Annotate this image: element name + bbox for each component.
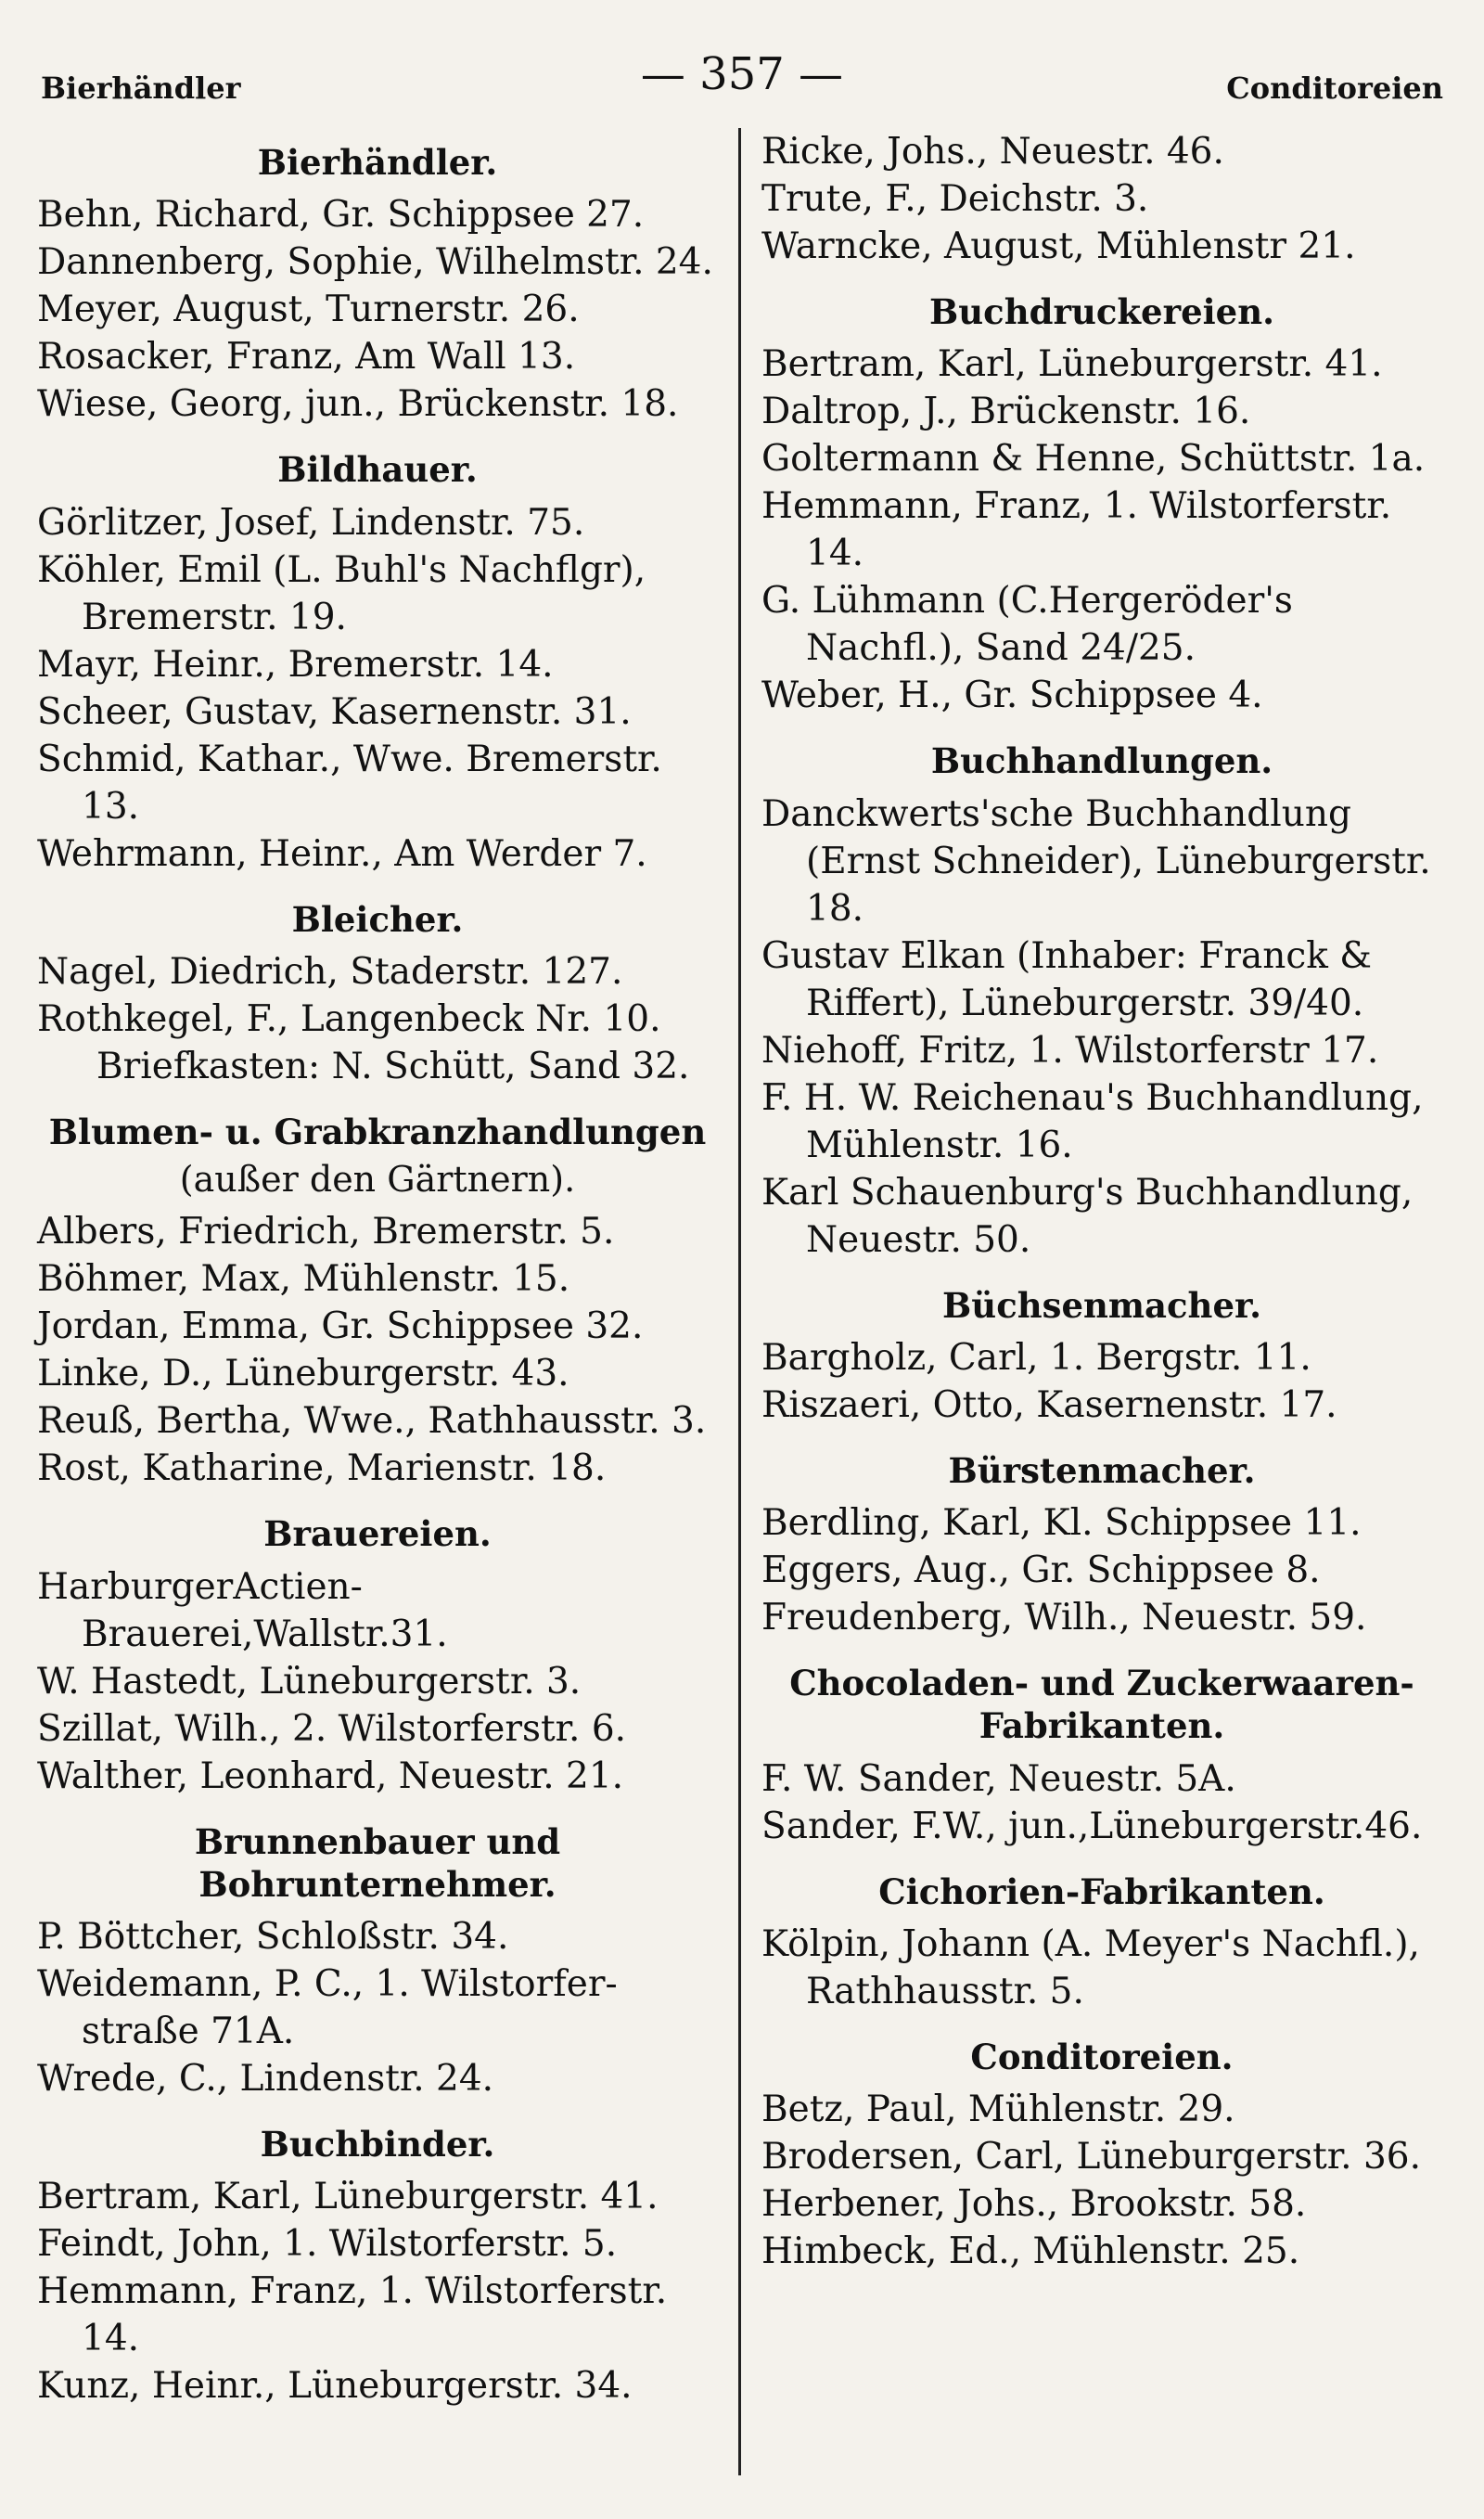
directory-entry: Riszaeri, Otto, Kasernenstr. 17. [761,1383,1337,1426]
section-büchsenmacher [761,1284,1442,1429]
section-cichorien-fabrikanten [761,1870,1442,2015]
directory-entry: Goltermann & Henne, Schüttstr. 1a. [761,438,1426,481]
directory-entry: Himbeck, Ed., Mühlenstr. 25. [761,2230,1300,2272]
directory-entry: Köhler, Emil (L. Buhl's Nachflgr), Bremerstr. 19. [37,548,646,638]
directory-entry: W. Hastedt, Lüneburgerstr. 3. [37,1660,582,1703]
section-brauereien [37,1512,718,1799]
columns [37,128,1447,2475]
directory-entry: Warncke, August, Mühlenstr 21. [761,225,1356,267]
directory-entry: Berdling, Karl, Kl. Schippsee 11. [761,1502,1362,1544]
section-bürstenmacher [761,1449,1442,1641]
directory-entry: Meyer, August, Turnerstr. 26. [37,289,580,331]
directory-entry: Bargholz, Carl, 1. Bergstr. 11. [761,1336,1311,1379]
directory-entry: Trute, F., Deichstr. 3. [761,178,1149,220]
right-column [748,128,1442,2475]
directory-entry: Freudenberg, Wilh., Neuestr. 59. [761,1597,1367,1639]
directory-entry: Eggers, Aug., Gr. Schippsee 8. [761,1549,1321,1591]
running-head [37,37,1447,106]
directory-entry: Görlitzer, Josef, Lindenstr. 75. [37,501,585,544]
section-heading: Cichorien-Fabrikanten. [878,1870,1325,1912]
directory-entry: Betz, Paul, Mühlenstr. 29. [761,2088,1235,2130]
directory-entry: Bertram, Karl, Lüneburgerstr. 41. [761,343,1383,386]
section-buchbinder [37,2123,718,2410]
directory-entry: Sander, F.W., jun.,Lüneburgerstr.46. [761,1805,1423,1847]
section-continued [761,128,1442,270]
directory-entry: Karl Schauenburg's Buchhandlung, Neuestr. 50. [761,1171,1414,1261]
running-head-left: Bierhändler [41,71,241,106]
section-brunnenbauer-und-bohrunternehmer [37,1820,718,2103]
section-buchhandlungen [761,739,1442,1263]
directory-entry: P. Böttcher, Schloßstr. 34. [37,1916,509,1959]
directory-entry: Reuß, Bertha, Wwe., Rathhausstr. 3. [37,1400,707,1443]
section-heading: Bürstenmacher. [948,1449,1256,1491]
directory-entry: Nagel, Diedrich, Staderstr. 127. [37,950,623,993]
directory-entry: Kunz, Heinr., Lüneburgerstr. 34. [37,2365,633,2408]
directory-entry: Linke, D., Lüneburgerstr. 43. [37,1353,569,1395]
directory-entry: Weber, H., Gr. Schippsee 4. [761,675,1263,717]
directory-entry: Feindt, John, 1. Wilstorferstr. 5. [37,2223,618,2266]
section-bierhändler [37,141,718,428]
directory-entry: Rost, Katharine, Marienstr. 18. [37,1447,607,1490]
section-heading: Buchdruckereien. [929,291,1274,332]
section-heading: Brauereien. [263,1513,492,1555]
section-heading: Büchsenmacher. [942,1284,1261,1326]
directory-entry: Herbener, Johs., Brookstr. 58. [761,2183,1307,2225]
directory-entry: Daltrop, J., Brückenstr. 16. [761,391,1251,433]
directory-entry: Scheer, Gustav, Kasernenstr. 31. [37,690,632,733]
directory-entry: Schmid, Kathar., Wwe. Bremerstr. 13. [37,738,662,828]
section-heading: Bleicher. [291,898,464,940]
section-subheading: (außer den Gärtnern). [179,1159,576,1200]
directory-entry: Gustav Elkan (Inhaber: Franck & Riffert), Lüneburgerstr. 39/40. [761,934,1372,1024]
directory-entry: Brodersen, Carl, Lüneburgerstr. 36. [761,2136,1421,2178]
directory-entry: G. Lühmann (C.Hergeröder's Nachfl.), Sand 24/25. [761,580,1293,670]
left-column [37,128,731,2475]
directory-entry: F. H. W. Reichenau's Buchhandlung, Mühlenstr. 16. [761,1076,1424,1166]
section-heading: Chocoladen- und Zuckerwaaren-Fabrikanten. [789,1663,1414,1747]
directory-entry-note: Briefkasten: N. Schütt, Sand 32. [96,1045,690,1087]
section-heading: Buchhandlungen. [930,740,1273,782]
directory-entry: Rosacker, Franz, Am Wall 13. [37,336,576,379]
page-number: — 357 — [640,48,844,100]
directory-entry: Dannenberg, Sophie, Wilhelmstr. 24. [37,241,713,284]
directory-entry: Szillat, Wilh., 2. Wilstorferstr. 6. [37,1707,627,1750]
directory-entry: Kölpin, Johann (A. Meyer's Nachfl.), Rathhausstr. 5. [761,1922,1420,2012]
directory-entry: Ricke, Johs., Neuestr. 46. [761,131,1224,173]
directory-entry: Wrede, C., Lindenstr. 24. [37,2058,494,2101]
section-blumen-u-grabkranzhandlungen [37,1111,718,1493]
section-heading: Brunnenbauer und Bohrunternehmer. [194,1820,561,1905]
directory-entry: F. W. Sander, Neuestr. 5A. [761,1757,1236,1800]
running-head-right: Conditoreien [1226,71,1443,106]
section-heading: Bildhauer. [277,449,478,491]
directory-entry: Jordan, Emma, Gr. Schippsee 32. [37,1305,644,1348]
directory-entry: Danckwerts'sche Buchhandlung (Ernst Schneider), Lüneburgerstr. 18. [761,792,1431,930]
section-heading: Blumen- u. Grabkranzhandlungen [48,1111,707,1152]
section-bildhauer [37,448,718,877]
directory-entry: Behn, Richard, Gr. Schippsee 27. [37,194,645,237]
directory-entry: Böhmer, Max, Mühlenstr. 15. [37,1258,570,1301]
directory-entry: Rothkegel, F., Langenbeck Nr. 10. [37,997,661,1040]
section-bleicher [37,898,718,1090]
directory-entry: Hemmann, Franz, 1. Wilstorferstr. 14. [37,2270,668,2360]
directory-entry: HarburgerActien-Brauerei,Wallstr.31. [37,1565,448,1655]
directory-entry: Wehrmann, Heinr., Am Werder 7. [37,832,647,875]
section-heading: Buchbinder. [260,2124,495,2166]
directory-entry: Mayr, Heinr., Bremerstr. 14. [37,643,554,686]
section-heading: Conditoreien. [970,2036,1234,2077]
directory-entry: Weidemann, P. C., 1. Wilstorfer-straße 71A. [37,1963,618,2053]
directory-entry: Wiese, Georg, jun., Brückenstr. 18. [37,383,679,426]
section-chocoladen-und-zuckerwaaren-fabrikanten [761,1662,1442,1850]
column-divider [738,128,741,2475]
directory-entry: Niehoff, Fritz, 1. Wilstorferstr 17. [761,1029,1379,1072]
directory-entry: Albers, Friedrich, Bremerstr. 5. [37,1211,615,1253]
section-heading: Bierhändler. [257,142,498,183]
section-buchdruckereien [761,290,1442,719]
directory-entry: Hemmann, Franz, 1. Wilstorferstr. 14. [761,485,1392,575]
section-conditoreien [761,2036,1442,2275]
directory-entry: Walther, Leonhard, Neuestr. 21. [37,1754,624,1797]
directory-entry: Bertram, Karl, Lüneburgerstr. 41. [37,2176,659,2218]
